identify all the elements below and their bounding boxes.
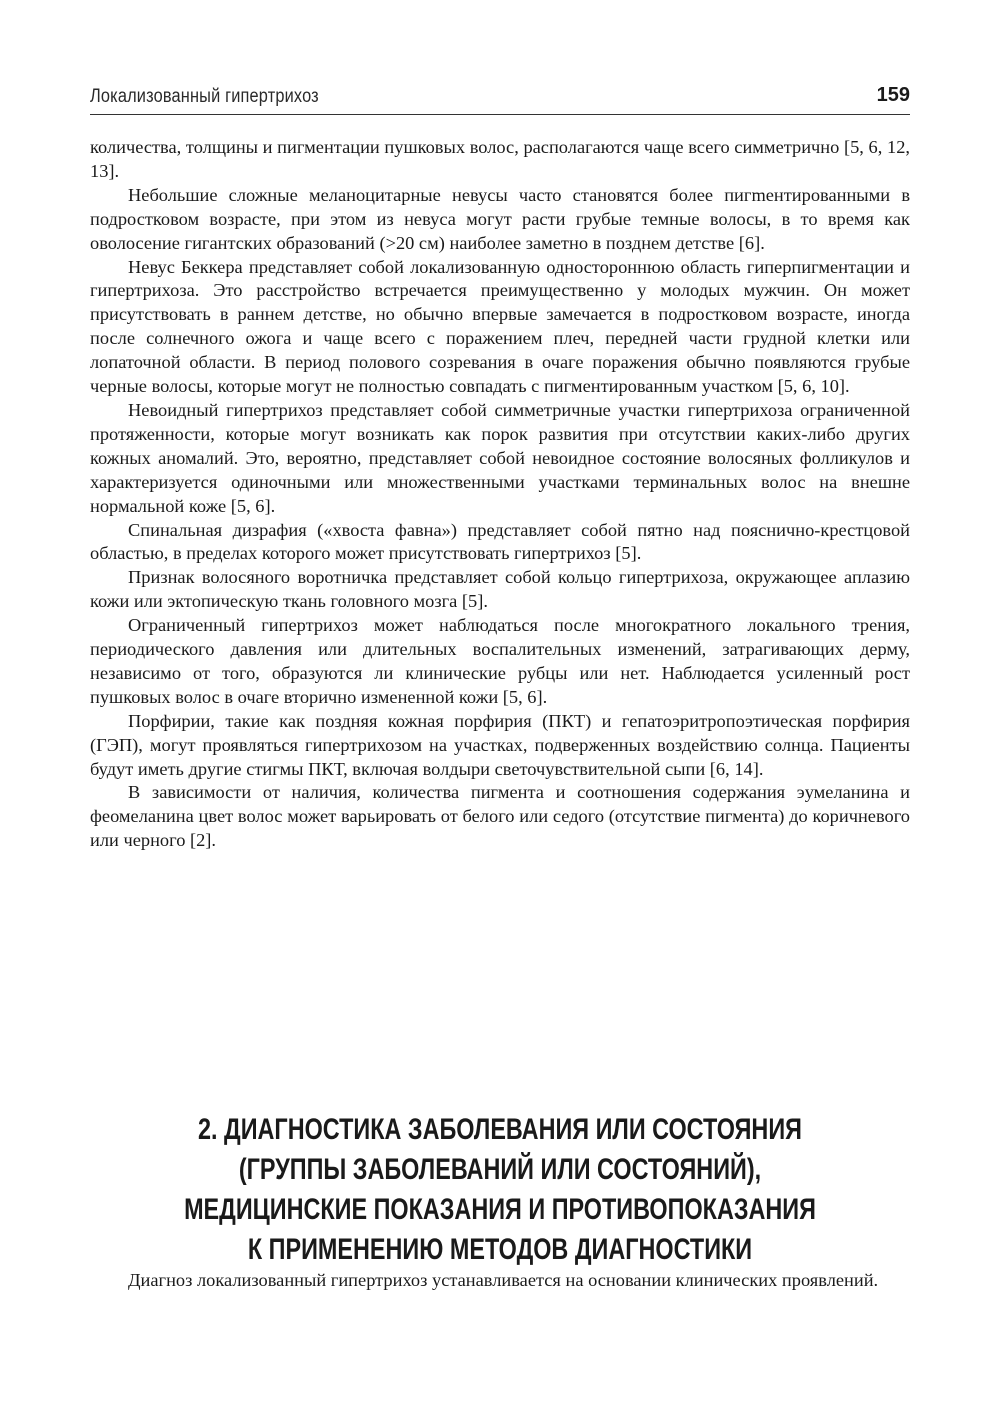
paragraph-nevoid-hypertrichosis: Невоидный гипертрихоз представляет собой симметричные участки гипертрихоза ограниченной протяженности, которые могут возникать как порок развития при отсутствии каких-либо других кожных аномалий. Это, вероятно, представляет собой невоидное состояние волосяных фолликулов и характеризуется одиночными или множественными участками терминальных волос на внешне нормальной коже [5, 6]. [90,399,910,516]
paragraph-hair-color: В зависимости от наличия, количества пигмента и соотношения содержания эумеланина и феомеланина цвет волос может варьировать от белого или седого (отсутствие пигмента) до коричневого или черного [2]. [90,782,910,851]
section-heading-line: (ГРУППЫ ЗАБОЛЕВАНИЙ ИЛИ СОСТОЯНИЙ), [238,1153,762,1186]
document-page [90,0,910,1420]
section-heading [90,1110,910,1270]
page-number: 159 [876,84,910,106]
section-heading-line: К ПРИМЕНЕНИЮ МЕТОДОВ ДИАГНОСТИКИ [247,1233,753,1266]
paragraph-porphyria: Порфирии, такие как поздняя кожная порфирия (ПКТ) и гепатоэритропоэтическая порфирия (ГЭП), могут проявляться гипертрихозом на участках, подверженных воздействию солнца. Пациенты будут иметь другие стигмы ПКТ, включая волдыри светочувствительной сыпи [6, 14]. [90,710,910,779]
paragraph-continuation: количества, толщины и пигментации пушковых волос, располагаются чаще всего симметрично [5, 6, 12, 13]. [90,137,910,181]
paragraph-spinal-dysraphism: Спинальная дизрафия («хвоста фавна») представляет собой пятно над пояснично-крестцовой областью, в пределах которого может присутствовать гипертрихоз [5]. [90,519,910,564]
body-text [90,136,910,853]
paragraph-becker-nevus: Невус Беккера представляет собой локализованную одностороннюю область гиперпигментации и гипертрихоза. Это расстройство встречается преимущественно у молодых мужчин. Он может присутствовать в раннем детстве, но обычно впервые замечается в подростковом возрасте, иногда после солнечного ожога и чаще всего с поражением плеч, передней части грудной клетки или лопаточной области. В период полового созревания в очаге поражения обычно появляются грубые черные волосы, которые могут не полностью совпадать с пигментированным участком [5, 6, 10]. [90,256,910,397]
section-heading-line: МЕДИЦИНСКИЕ ПОКАЗАНИЯ И ПРОТИВОПОКАЗАНИЯ [184,1193,816,1226]
section-heading-line: 2. ДИАГНОСТИКА ЗАБОЛЕВАНИЯ ИЛИ СОСТОЯНИЯ [198,1113,802,1146]
paragraph-diagnosis: Диагноз локализованный гипертрихоз устанавливается на основании клинических проявлений. [128,1270,879,1290]
paragraph-hair-collar-sign: Признак волосяного воротничка представляет собой кольцо гипертрихоза, окружающее аплазию кожи или эктопическую ткань головного мозга [5]. [90,567,910,612]
running-title: Локализованный гипертрихоз [90,86,319,107]
running-header [90,84,910,115]
section-body [90,1269,910,1293]
paragraph-melanocytic-nevi: Небольшие сложные меланоцитарные невусы часто становятся более пигmентированными в подростковом возрасте, при этом из невуса могут расти грубые темные волосы, в то время как оволосение гигантских образований (>20 см) наиболее заметно в позднем детстве [6]. [90,184,910,253]
paragraph-acquired-hypertrichosis: Ограниченный гипертрихоз может наблюдаться после многократного локального трения, периодического давления или длительных воспалительных изменений, затрагивающих дерму, независимо от того, образуются ли клинические рубцы или нет. Наблюдается усиленный рост пушковых волос в очаге вторично измененной кожи [5, 6]. [90,615,910,707]
